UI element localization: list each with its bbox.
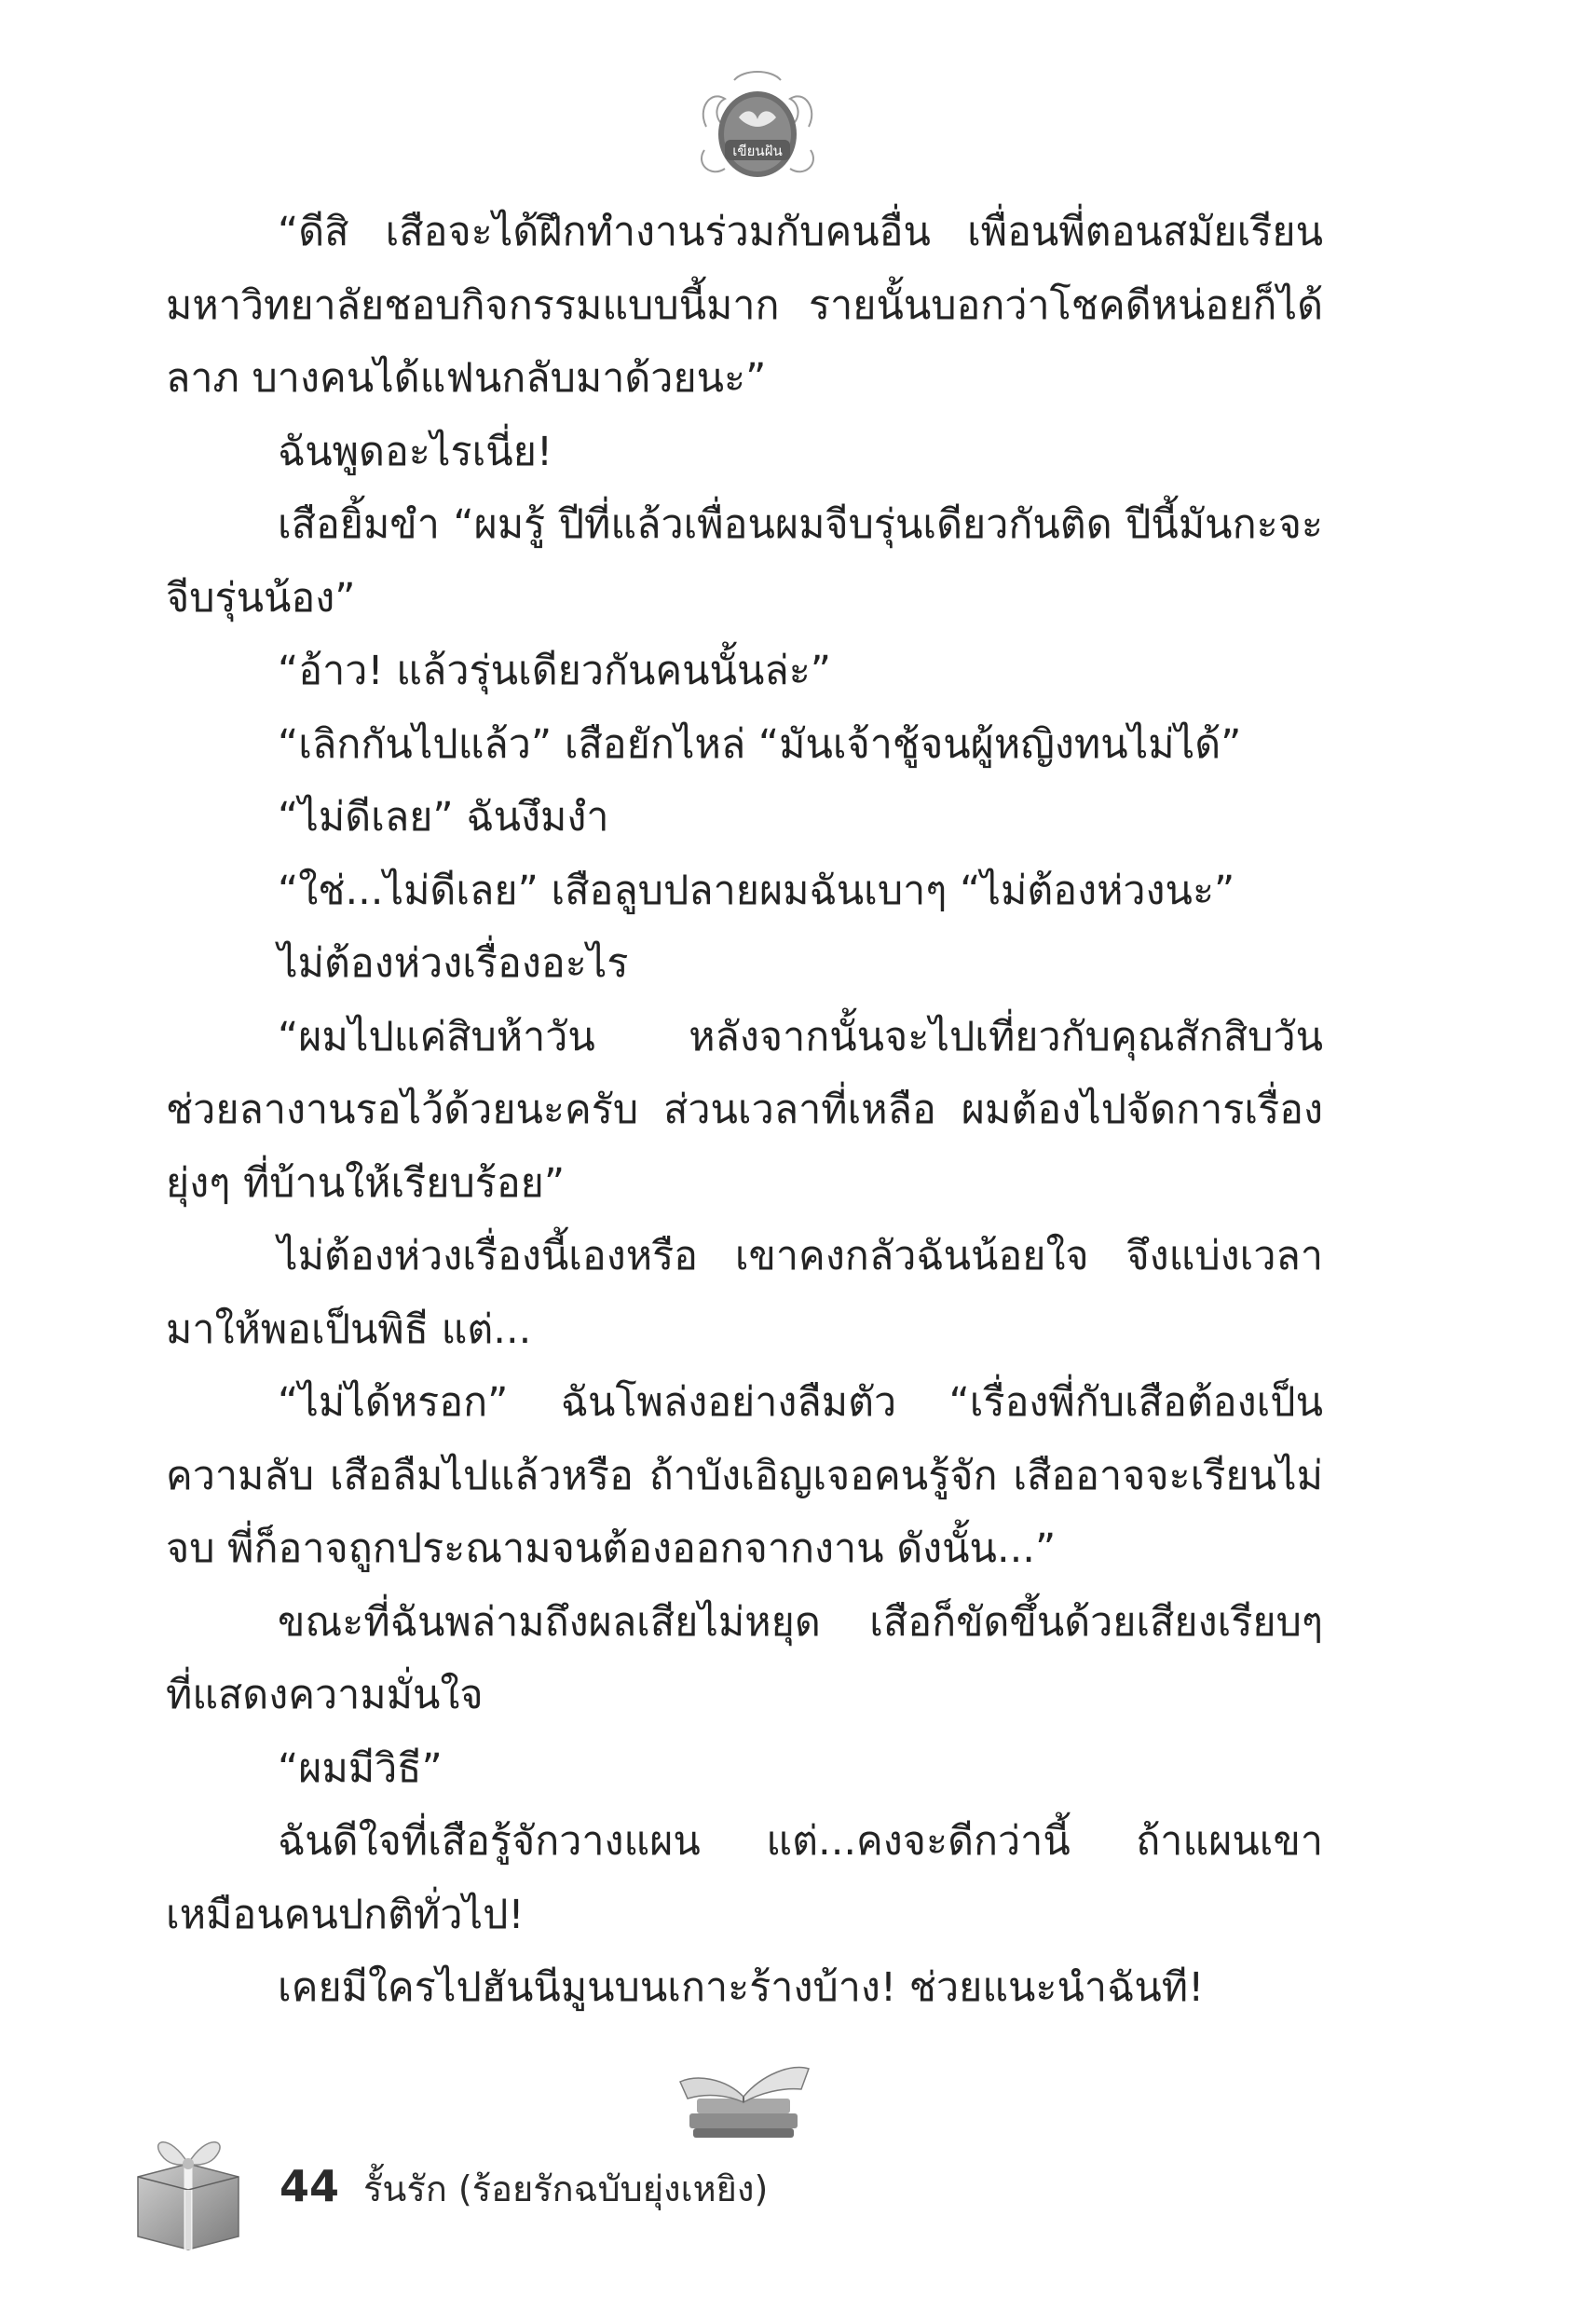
paragraph: ฉันพูดอะไรเนี่ย! xyxy=(278,428,553,475)
gift-box-icon xyxy=(129,2123,248,2251)
paragraph: “เลิกกันไปแล้ว” เสือยักไหล่ “มันเจ้าชู้จนผู้หญิงทนไม่ได้” xyxy=(278,720,1242,768)
paragraph: ไม่ต้องห่วงเรื่องอะไร xyxy=(278,940,629,987)
svg-text:เขียนฝัน: เขียนฝัน xyxy=(732,143,783,159)
paragraph: “อ้าว! แล้วรุ่นเดียวกันคนนั้นล่ะ” xyxy=(278,648,832,694)
paragraph: “ผมไปแค่สิบห้าวัน หลังจากนั้นจะไปเที่ยวกับคุณสักสิบวัน ช่วยลางานรอไว้ด้วยนะครับ ส่วนเวลาที่เหลือ ผมต้องไปจัดการเรื่องยุ่งๆ ที่บ้านให้เรียบร้อย” xyxy=(166,1013,1323,1207)
paragraph: เสือยิ้มขำ “ผมรู้ ปีที่แล้วเพื่อนผมจีบรุ่นเดียวกันติด ปีนี้มันกะจะจีบรุ่นน้อง” xyxy=(166,501,1323,622)
page-footer xyxy=(280,2160,768,2216)
paragraph: ฉันดีใจที่เสือรู้จักวางแผน แต่...คงจะดีกว่านี้ ถ้าแผนเขาเหมือนคนปกติทั่วไป! xyxy=(166,1818,1323,1938)
paragraph: “ใช่...ไม่ดีเลย” เสือลูบปลายผมฉันเบาๆ “ไม่ต้องห่วงนะ” xyxy=(278,867,1235,914)
story-text xyxy=(166,196,1323,2025)
paragraph: เคยมีใครไปฮันนีมูนบนเกาะร้างบ้าง! ช่วยแนะนำฉันที! xyxy=(278,1964,1205,2011)
paragraph: “ดีสิ เสือจะได้ฝึกทำงานร่วมกับคนอื่น เพื่อนพี่ตอนสมัยเรียนมหาวิทยาลัยชอบกิจกรรมแบบนี้มาก รายนั้นบอกว่าโชคดีหน่อยก็ได้ลาภ บางคนได้แฟนกลับมาด้วยนะ” xyxy=(166,209,1323,402)
paragraph: “ไม่ได้หรอก” ฉันโพล่งอย่างลืมตัว “เรื่องพี่กับเสือต้องเป็นความลับ เสือลืมไปแล้วหรือ ถ้าบังเอิญเจอคนรู้จัก เสืออาจจะเรียนไม่จบ พี่ก็อาจถูกประณามจนต้องออกจากงาน ดังนั้น...” xyxy=(166,1379,1323,1572)
open-book-stack-icon xyxy=(669,2041,818,2143)
paragraph: “ไม่ดีเลย” ฉันงึมงำ xyxy=(278,794,609,841)
page-number: 44 xyxy=(280,2161,340,2211)
paragraph: “ผมมีวิธี” xyxy=(278,1744,443,1792)
publisher-emblem-icon xyxy=(688,62,827,192)
paragraph: ไม่ต้องห่วงเรื่องนี้เองหรือ เขาคงกลัวฉันน้อยใจ จึงแบ่งเวลามาให้พอเป็นพิธี แต่... xyxy=(166,1233,1323,1353)
book-title: รั้นรัก (ร้อยรักฉบับยุ่งเหยิง) xyxy=(363,2168,769,2209)
paragraph: ขณะที่ฉันพล่ามถึงผลเสียไม่หยุด เสือก็ขัดขึ้นด้วยเสียงเรียบๆ ที่แสดงความมั่นใจ xyxy=(166,1598,1323,1718)
